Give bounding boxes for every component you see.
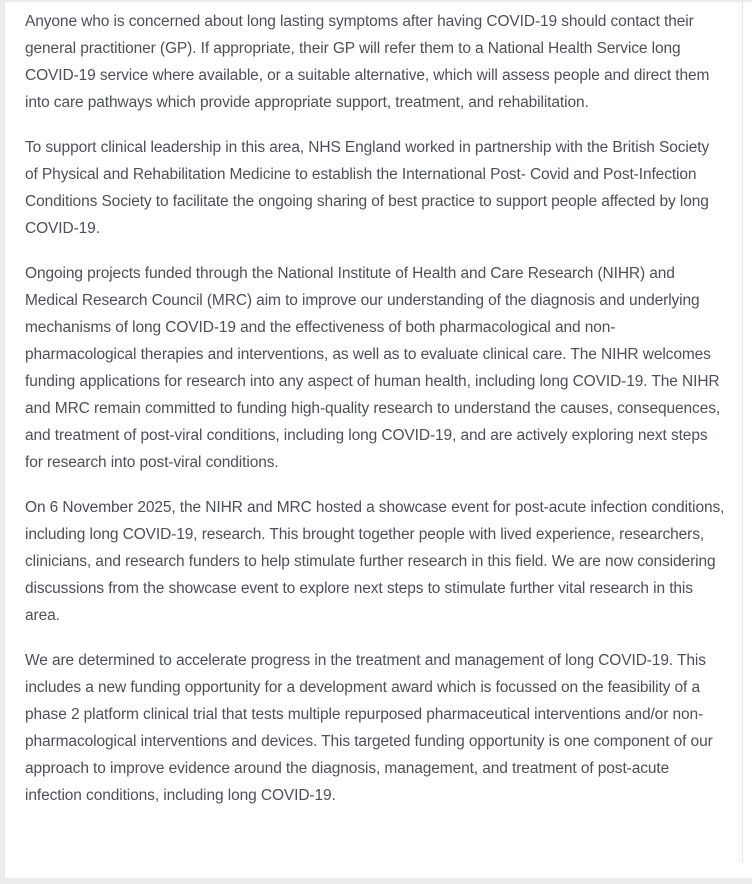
paragraph-showcase-event: On 6 November 2025, the NIHR and MRC hosted a showcase event for post-acute infection conditions, including long COVID-19, research. This brought together people with lived experience, researchers, clinicians, and research funders to help stimulate further research in this field. We are now considering discussions from the showcase event to explore next steps to stimulate further vital research in this area. xyxy=(25,499,725,624)
dotted-divider xyxy=(742,2,743,862)
paragraph-clinical-leadership: To support clinical leadership in this area, NHS England worked in partnership with the British Society of Physical and Rehabilitation Medicine to establish the International Post- Covid and Post-Infection Conditions Society to facilitate the ongoing sharing of best practice to support people affected by long COVID-19. xyxy=(25,139,710,237)
paragraph-ongoing-projects: Ongoing projects funded through the National Institute of Health and Care Research (NIHR) and Medical Research Council (MRC) aim to improve our understanding of the diagnosis and underlying mechanisms of long COVID-19 and the effectiveness of both pharmacological and non-pharmacological therapies and interventions, as well as to evaluate clinical care. The NIHR welcomes funding applications for research into any aspect of human health, including long COVID-19. The NIHR and MRC remain committed to funding high-quality research to understand the causes, consequences, and treatment of post-viral conditions, including long COVID-19, and are actively exploring next steps for research into post-viral conditions. xyxy=(25,265,721,471)
paragraph-funding-opportunity: We are determined to accelerate progress in the treatment and management of long COVID-19. This includes a new funding opportunity for a development award which is focussed on the feasibility of a phase 2 platform clinical trial that tests multiple repurposed pharmaceutical interventions and/or non-pharmacological interventions and devices. This targeted funding opportunity is one component of our approach to improve evidence around the diagnosis, management, and treatment of post-acute infection conditions, including long COVID-19. xyxy=(25,652,713,804)
paragraph-gp-referral: Anyone who is concerned about long lasting symptoms after having COVID-19 should contact their general practitioner (GP). If appropriate, their GP will refer them to a National Health Service long COVID-19 service where available, or a suitable alternative, which will assess people and direct them into care pathways which provide appropriate support, treatment, and rehabilitation. xyxy=(25,13,710,111)
content-panel xyxy=(5,2,752,878)
article-body xyxy=(25,8,725,827)
